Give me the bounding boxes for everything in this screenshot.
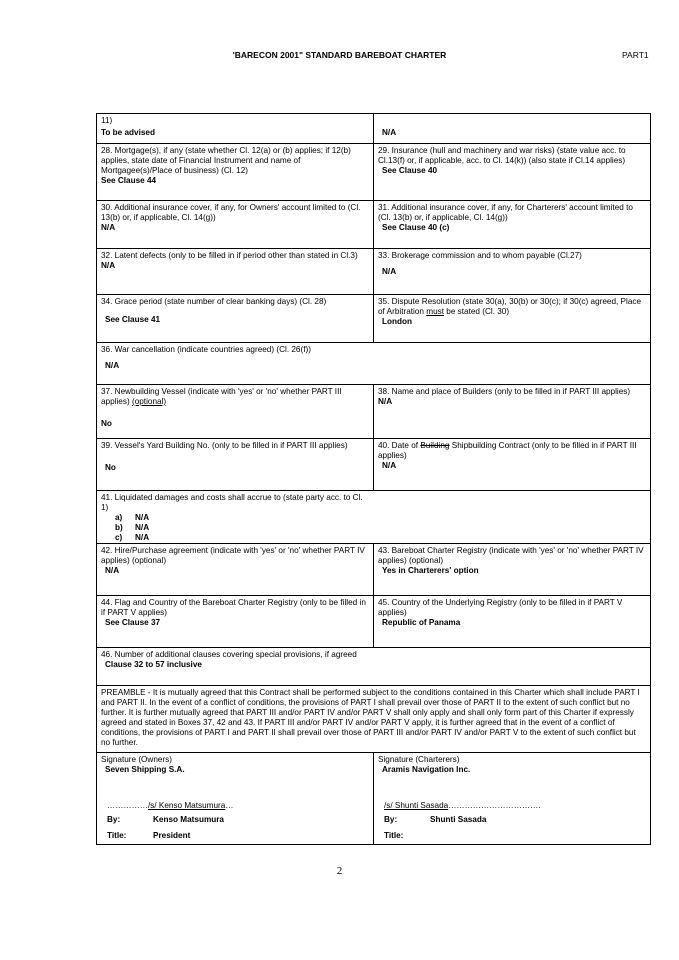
box-32-33-row [97,248,650,294]
box-35-label [378,297,646,317]
box-35-label-b: be stated (Cl. 30) [446,307,510,316]
charterers-by-line [378,815,646,825]
box-36-label: 36. War cancellation (indicate countries agreed) (Cl. 26(f)) [101,345,311,354]
box-28-answer: See Clause 44 [101,176,157,185]
box-40-label-a: 40. Date of [378,441,419,450]
box-42 [97,544,374,595]
box-41-list [101,513,646,543]
owners-title: President [153,831,191,840]
box-44-answer: See Clause 37 [105,618,161,627]
box-11-label: 11) [101,116,113,125]
box-41-item [115,513,646,523]
box-40-label [378,441,646,461]
box-46-label: 46. Number of additional clauses covering special provisions, if agreed [101,650,357,659]
box-44-45-row [97,595,650,647]
box-46-answer: Clause 32 to 57 inclusive [105,660,202,669]
box-33-label: 33. Brokerage commission and to whom payable (Cl.27) [378,251,582,260]
box-43-label: 43. Bareboat Charter Registry (indicate with 'yes' or 'no' whether PART IV applies) (optional) [378,546,644,565]
charterers-by-label: By: [384,815,398,824]
box-39 [97,439,374,490]
box-11-right-answer: N/A [382,128,397,137]
box-41-item-value: N/A [135,513,150,522]
box-45-answer: Republic of Panama [382,618,461,627]
box-29-answer: See Clause 40 [382,166,438,175]
owners-dots-before: …………… [107,801,148,810]
charterers-dots-after: ……………………………. [448,801,541,810]
box-28 [97,144,374,200]
box-32-label: 32. Latent defects (only to be filled in if period other than stated in Cl.3) [101,251,358,260]
box-41-item [115,533,646,543]
charterers-signed-name: /s/ Shunti Sasada [384,801,449,810]
box-36-row [97,342,650,384]
box-11-answer: To be advised [101,128,155,137]
box-37-38-row [97,384,650,438]
box-30-label: 30. Additional insurance cover, if any, for Owners' account limited to (Cl. 13(b) or, if applicable, Cl. 14(g)) [101,203,361,222]
box-30-31-row [97,200,650,248]
box-30-answer: N/A [101,223,116,232]
box-35-label-a: 35. Dispute Resolution (state 30(a), 30(b) or 30(c); if 30(c) agreed, Place of Arbitration [378,297,642,316]
owners-signed-name: /s/ Kenso Matsumura [147,801,226,810]
box-39-label: 39. Vessel's Yard Building No. (only to be filled in if PART III applies) [101,441,348,450]
box-45 [374,596,650,647]
box-35-label-must: must [426,307,444,316]
box-34-35-row [97,294,650,342]
box-41-item-key: a) [115,513,123,522]
box-11-left [97,114,374,143]
box-11-right [374,114,650,143]
owners-by-line [101,815,369,825]
box-37-label-text: 37. Newbuilding Vessel (indicate with 'yes' or 'no' whether PART III applies) [101,387,342,406]
signature-row [97,752,650,844]
box-45-label: 45. Country of the Underlying Registry (only to be filled in if PART V applies) [378,598,623,617]
box-35-answer: London [382,317,413,326]
charterers-signature [374,753,650,844]
box-41-row [97,490,650,543]
box-46-row [97,647,650,685]
box-42-label: 42. Hire/Purchase agreement (indicate with 'yes' or 'no' whether PART IV applies) (optional) [101,546,365,565]
box-41-item-value: N/A [135,523,150,532]
charterers-signature-line [378,801,646,811]
owners-by-label: By: [107,815,121,824]
box-34-answer: See Clause 41 [105,315,161,324]
box-39-answer: No [105,463,116,472]
box-38-label: 38. Name and place of Builders (only to be filled in if PART III applies) [378,387,631,396]
box-40-label-b: Shipbuilding Contract (only to be filled in if PART III applies) [378,441,637,460]
box-44-label: 44. Flag and Country of the Bareboat Charter Registry (only to be filled in if PART V applies) [101,598,366,617]
charterers-signature-label: Signature (Charterers) [378,755,460,764]
box-44 [97,596,374,647]
box-36 [97,343,650,384]
box-38 [374,385,650,438]
box-32 [97,249,374,294]
owners-by: Kenso Matsumura [153,815,224,824]
box-34 [97,295,374,342]
box-41-item-key: b) [115,523,123,532]
owners-title-label: Title: [107,831,127,840]
box-42-answer: N/A [105,566,120,575]
box-31 [374,201,650,248]
box-37-label [101,387,369,407]
charterers-by: Shunti Sasada [430,815,487,824]
box-40 [374,439,650,490]
box-37-label-optional: (optional) [131,397,167,406]
box-37 [97,385,374,438]
box-35 [374,295,650,342]
owners-signature [97,753,374,844]
box-41 [97,491,650,543]
box-42-43-row [97,543,650,595]
box-43 [374,544,650,595]
charterers-company: Aramis Navigation Inc. [382,765,471,774]
charterers-title-label: Title: [384,831,404,840]
charterers-title-line [378,831,646,841]
box-43-answer: Yes in Charterers' option [382,566,479,575]
box-11-row [97,114,650,143]
box-32-answer: N/A [101,261,116,270]
box-36-answer: N/A [105,361,120,370]
box-39-40-row [97,438,650,490]
box-29-label: 29. Insurance (hull and machinery and war risks) (state value acc. to Cl.13(f) or, if applicable, acc. to Cl. 14(k)) (also state if Cl.14 applies) [378,146,626,165]
box-38-answer: N/A [378,397,393,406]
owners-dots-after: … [225,801,234,810]
box-31-label: 31. Additional insurance cover, if any, for Charterers' account limited to (Cl. 13(b) or, if applicable, Cl. 14(g)) [378,203,633,222]
box-37-answer: No [101,419,112,428]
page-number: 2 [336,865,343,877]
box-46 [97,648,650,685]
box-28-29-row [97,143,650,200]
owners-title-line [101,831,369,841]
box-29 [374,144,650,200]
box-41-label: 41. Liquidated damages and costs shall accrue to (state party acc. to Cl. 1) [101,493,363,512]
box-28-label: 28. Mortgage(s), if any (state whether Cl. 12(a) or (b) applies; if 12(b) applies, state date of Financial Instrument and name of Mortgagee(s)/Place of business) (Cl. 12) [101,146,351,175]
box-34-label: 34. Grace period (state number of clear banking days) (Cl. 28) [101,297,327,306]
box-30 [97,201,374,248]
part-label: PART1 [622,50,649,60]
box-40-label-strike: Building [420,441,450,450]
box-41-item-value: N/A [135,533,150,542]
box-31-answer: See Clause 40 (c) [382,223,450,232]
preamble: PREAMBLE - It is mutually agreed that this Contract shall be performed subject to the conditions contained in this Charter which shall include PART I and PART II. In the event of a conflict of conditions, the provisions of PART I shall prevail over those of PART II to the extent of such conflict but no further. It is further mutually agreed that PART III and/or PART IV and/or PART V shall only apply and shall only form part of this Charter if expressly agreed and stated in Boxes 37, 42 and 43. If PART III and/or PART IV and/or PART V apply, it is further agreed that in the event of a conflict of conditions, the provisions of PART I and PART II shall prevail over those of PART III and/or PART IV and/or PART V to the extent of such conflict but no further. [97,685,650,752]
owners-company: Seven Shipping S.A. [105,765,185,774]
owners-signature-line [101,801,369,811]
box-40-answer: N/A [382,461,397,470]
box-41-item-key: c) [115,533,123,542]
charter-form [96,113,651,845]
document-title: 'BARECON 2001" STANDARD BAREBOAT CHARTER [232,50,447,60]
box-41-item [115,523,646,533]
box-33 [374,249,650,294]
box-33-answer: N/A [382,267,397,276]
owners-signature-label: Signature (Owners) [101,755,172,764]
